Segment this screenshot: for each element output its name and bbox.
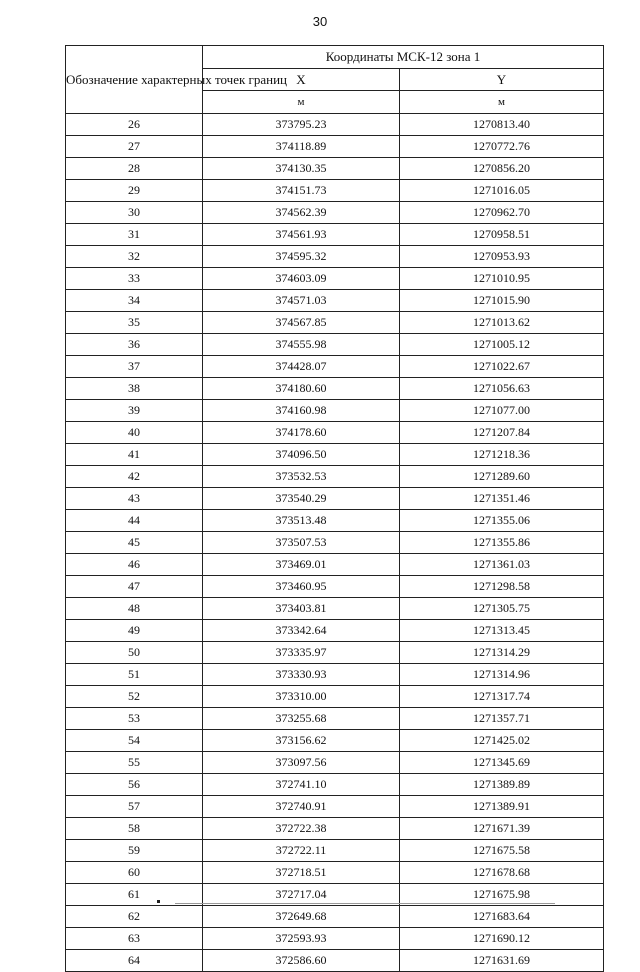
y-coordinate-cell: 1271015.90 [400, 290, 604, 312]
y-coordinate-cell: 1271016.05 [400, 180, 604, 202]
page-number: 30 [312, 14, 328, 29]
y-coordinate-cell: 1271305.75 [400, 598, 604, 620]
coordinate-system-header: Координаты МСК-12 зона 1 [203, 46, 604, 69]
table-row [66, 224, 604, 246]
point-id-cell: 50 [66, 642, 203, 664]
table-row [66, 576, 604, 598]
y-coordinate-cell: 1271005.12 [400, 334, 604, 356]
x-coordinate-cell: 373156.62 [203, 730, 400, 752]
y-coordinate-cell: 1270962.70 [400, 202, 604, 224]
x-coordinate-cell: 373335.97 [203, 642, 400, 664]
table-row [66, 422, 604, 444]
point-id-cell: 38 [66, 378, 203, 400]
x-coordinate-cell: 372593.93 [203, 928, 400, 950]
x-coordinate-cell: 373342.64 [203, 620, 400, 642]
coordinates-table [65, 45, 604, 972]
table-row [66, 708, 604, 730]
table-row [66, 246, 604, 268]
point-id-cell: 43 [66, 488, 203, 510]
scan-mark [157, 900, 160, 903]
table-row [66, 840, 604, 862]
table-row [66, 356, 604, 378]
y-coordinate-cell: 1271022.67 [400, 356, 604, 378]
y-coordinate-cell: 1271357.71 [400, 708, 604, 730]
point-id-cell: 59 [66, 840, 203, 862]
point-id-cell: 29 [66, 180, 203, 202]
table-row [66, 554, 604, 576]
y-coordinate-cell: 1271056.63 [400, 378, 604, 400]
x-coordinate-cell: 374567.85 [203, 312, 400, 334]
y-coordinate-cell: 1271425.02 [400, 730, 604, 752]
table-row [66, 400, 604, 422]
table-row [66, 796, 604, 818]
x-coordinate-cell: 372717.04 [203, 884, 400, 906]
y-coordinate-cell: 1271690.12 [400, 928, 604, 950]
table-row [66, 378, 604, 400]
table-row [66, 774, 604, 796]
y-coordinate-cell: 1271077.00 [400, 400, 604, 422]
x-coordinate-cell: 373513.48 [203, 510, 400, 532]
x-coordinate-cell: 373469.01 [203, 554, 400, 576]
table-row [66, 928, 604, 950]
table-row [66, 642, 604, 664]
y-coordinate-cell: 1271675.98 [400, 884, 604, 906]
point-id-cell: 26 [66, 114, 203, 136]
point-id-cell: 39 [66, 400, 203, 422]
table-row [66, 532, 604, 554]
point-id-cell: 55 [66, 752, 203, 774]
table-header [66, 46, 604, 114]
x-coordinate-cell: 374151.73 [203, 180, 400, 202]
x-coordinate-cell: 372722.38 [203, 818, 400, 840]
point-id-cell: 62 [66, 906, 203, 928]
point-id-cell: 33 [66, 268, 203, 290]
point-id-cell: 41 [66, 444, 203, 466]
x-coordinate-cell: 373403.81 [203, 598, 400, 620]
y-coordinate-cell: 1270958.51 [400, 224, 604, 246]
table-row [66, 510, 604, 532]
point-id-cell: 32 [66, 246, 203, 268]
y-coordinate-cell: 1271298.58 [400, 576, 604, 598]
table-row [66, 620, 604, 642]
x-coordinate-cell: 374130.35 [203, 158, 400, 180]
y-coordinate-cell: 1270772.76 [400, 136, 604, 158]
y-axis-header: Y [400, 69, 604, 91]
point-id-cell: 49 [66, 620, 203, 642]
y-coordinate-cell: 1271010.95 [400, 268, 604, 290]
x-coordinate-cell: 373097.56 [203, 752, 400, 774]
x-coordinate-cell: 374118.89 [203, 136, 400, 158]
x-coordinate-cell: 373255.68 [203, 708, 400, 730]
point-id-cell: 58 [66, 818, 203, 840]
point-id-cell: 30 [66, 202, 203, 224]
y-coordinate-cell: 1271678.68 [400, 862, 604, 884]
x-coordinate-cell: 373507.53 [203, 532, 400, 554]
point-id-cell: 40 [66, 422, 203, 444]
x-coordinate-cell: 374595.32 [203, 246, 400, 268]
point-id-cell: 45 [66, 532, 203, 554]
x-coordinate-cell: 374571.03 [203, 290, 400, 312]
x-coordinate-cell: 374555.98 [203, 334, 400, 356]
point-id-cell: 63 [66, 928, 203, 950]
y-coordinate-cell: 1270953.93 [400, 246, 604, 268]
table-row [66, 598, 604, 620]
table-row [66, 180, 604, 202]
table-row [66, 312, 604, 334]
y-coordinate-cell: 1271389.91 [400, 796, 604, 818]
y-coordinate-cell: 1271314.96 [400, 664, 604, 686]
x-coordinate-cell: 374178.60 [203, 422, 400, 444]
table-row [66, 488, 604, 510]
table-row [66, 906, 604, 928]
table-row [66, 290, 604, 312]
x-coordinate-cell: 374180.60 [203, 378, 400, 400]
y-coordinate-cell: 1271289.60 [400, 466, 604, 488]
y-coordinate-cell: 1270856.20 [400, 158, 604, 180]
x-coordinate-cell: 374561.93 [203, 224, 400, 246]
point-id-cell: 36 [66, 334, 203, 356]
y-coordinate-cell: 1271314.29 [400, 642, 604, 664]
point-id-cell: 31 [66, 224, 203, 246]
table-row [66, 686, 604, 708]
point-id-cell: 64 [66, 950, 203, 972]
x-coordinate-cell: 373795.23 [203, 114, 400, 136]
x-coordinate-cell: 372740.91 [203, 796, 400, 818]
x-coordinate-cell: 374160.98 [203, 400, 400, 422]
point-id-cell: 60 [66, 862, 203, 884]
point-id-cell: 54 [66, 730, 203, 752]
point-id-cell: 56 [66, 774, 203, 796]
y-coordinate-cell: 1271355.06 [400, 510, 604, 532]
scan-edge-line [175, 903, 555, 904]
y-coordinate-cell: 1271675.58 [400, 840, 604, 862]
x-coordinate-cell: 374096.50 [203, 444, 400, 466]
table-row [66, 334, 604, 356]
y-coordinate-cell: 1271671.39 [400, 818, 604, 840]
table-row [66, 466, 604, 488]
y-coordinate-cell: 1271631.69 [400, 950, 604, 972]
x-coordinate-cell: 372586.60 [203, 950, 400, 972]
table-row [66, 158, 604, 180]
y-coordinate-cell: 1271317.74 [400, 686, 604, 708]
x-coordinate-cell: 373330.93 [203, 664, 400, 686]
y-coordinate-cell: 1271361.03 [400, 554, 604, 576]
table-body [66, 114, 604, 972]
table-row [66, 202, 604, 224]
x-coordinate-cell: 372741.10 [203, 774, 400, 796]
table-row [66, 752, 604, 774]
table-row [66, 730, 604, 752]
table-row [66, 664, 604, 686]
x-coordinate-cell: 372649.68 [203, 906, 400, 928]
point-id-cell: 27 [66, 136, 203, 158]
point-id-cell: 57 [66, 796, 203, 818]
y-coordinate-cell: 1271389.89 [400, 774, 604, 796]
point-id-cell: 53 [66, 708, 203, 730]
x-axis-header: X [203, 69, 400, 91]
table-row [66, 862, 604, 884]
y-coordinate-cell: 1271013.62 [400, 312, 604, 334]
point-id-cell: 37 [66, 356, 203, 378]
table-row [66, 950, 604, 972]
x-coordinate-cell: 374428.07 [203, 356, 400, 378]
x-coordinate-cell: 372722.11 [203, 840, 400, 862]
x-coordinate-cell: 373532.53 [203, 466, 400, 488]
y-coordinate-cell: 1271345.69 [400, 752, 604, 774]
point-id-cell: 44 [66, 510, 203, 532]
y-coordinate-cell: 1271351.46 [400, 488, 604, 510]
table-row [66, 818, 604, 840]
x-coordinate-cell: 373540.29 [203, 488, 400, 510]
y-coordinate-cell: 1271355.86 [400, 532, 604, 554]
point-id-cell: 48 [66, 598, 203, 620]
y-unit-header: м [400, 91, 604, 114]
point-id-cell: 52 [66, 686, 203, 708]
y-coordinate-cell: 1271683.64 [400, 906, 604, 928]
table-row [66, 268, 604, 290]
point-id-cell: 28 [66, 158, 203, 180]
x-unit-header: м [203, 91, 400, 114]
x-coordinate-cell: 373310.00 [203, 686, 400, 708]
point-id-cell: 61 [66, 884, 203, 906]
table-row [66, 444, 604, 466]
x-coordinate-cell: 374603.09 [203, 268, 400, 290]
point-id-cell: 34 [66, 290, 203, 312]
x-coordinate-cell: 373460.95 [203, 576, 400, 598]
point-id-cell: 35 [66, 312, 203, 334]
y-coordinate-cell: 1270813.40 [400, 114, 604, 136]
table-row [66, 114, 604, 136]
point-id-cell: 46 [66, 554, 203, 576]
point-designation-header: Обозначение характерных точек границ [66, 46, 203, 114]
point-id-cell: 47 [66, 576, 203, 598]
table-row [66, 136, 604, 158]
y-coordinate-cell: 1271218.36 [400, 444, 604, 466]
y-coordinate-cell: 1271313.45 [400, 620, 604, 642]
x-coordinate-cell: 374562.39 [203, 202, 400, 224]
y-coordinate-cell: 1271207.84 [400, 422, 604, 444]
x-coordinate-cell: 372718.51 [203, 862, 400, 884]
point-id-cell: 42 [66, 466, 203, 488]
point-id-cell: 51 [66, 664, 203, 686]
